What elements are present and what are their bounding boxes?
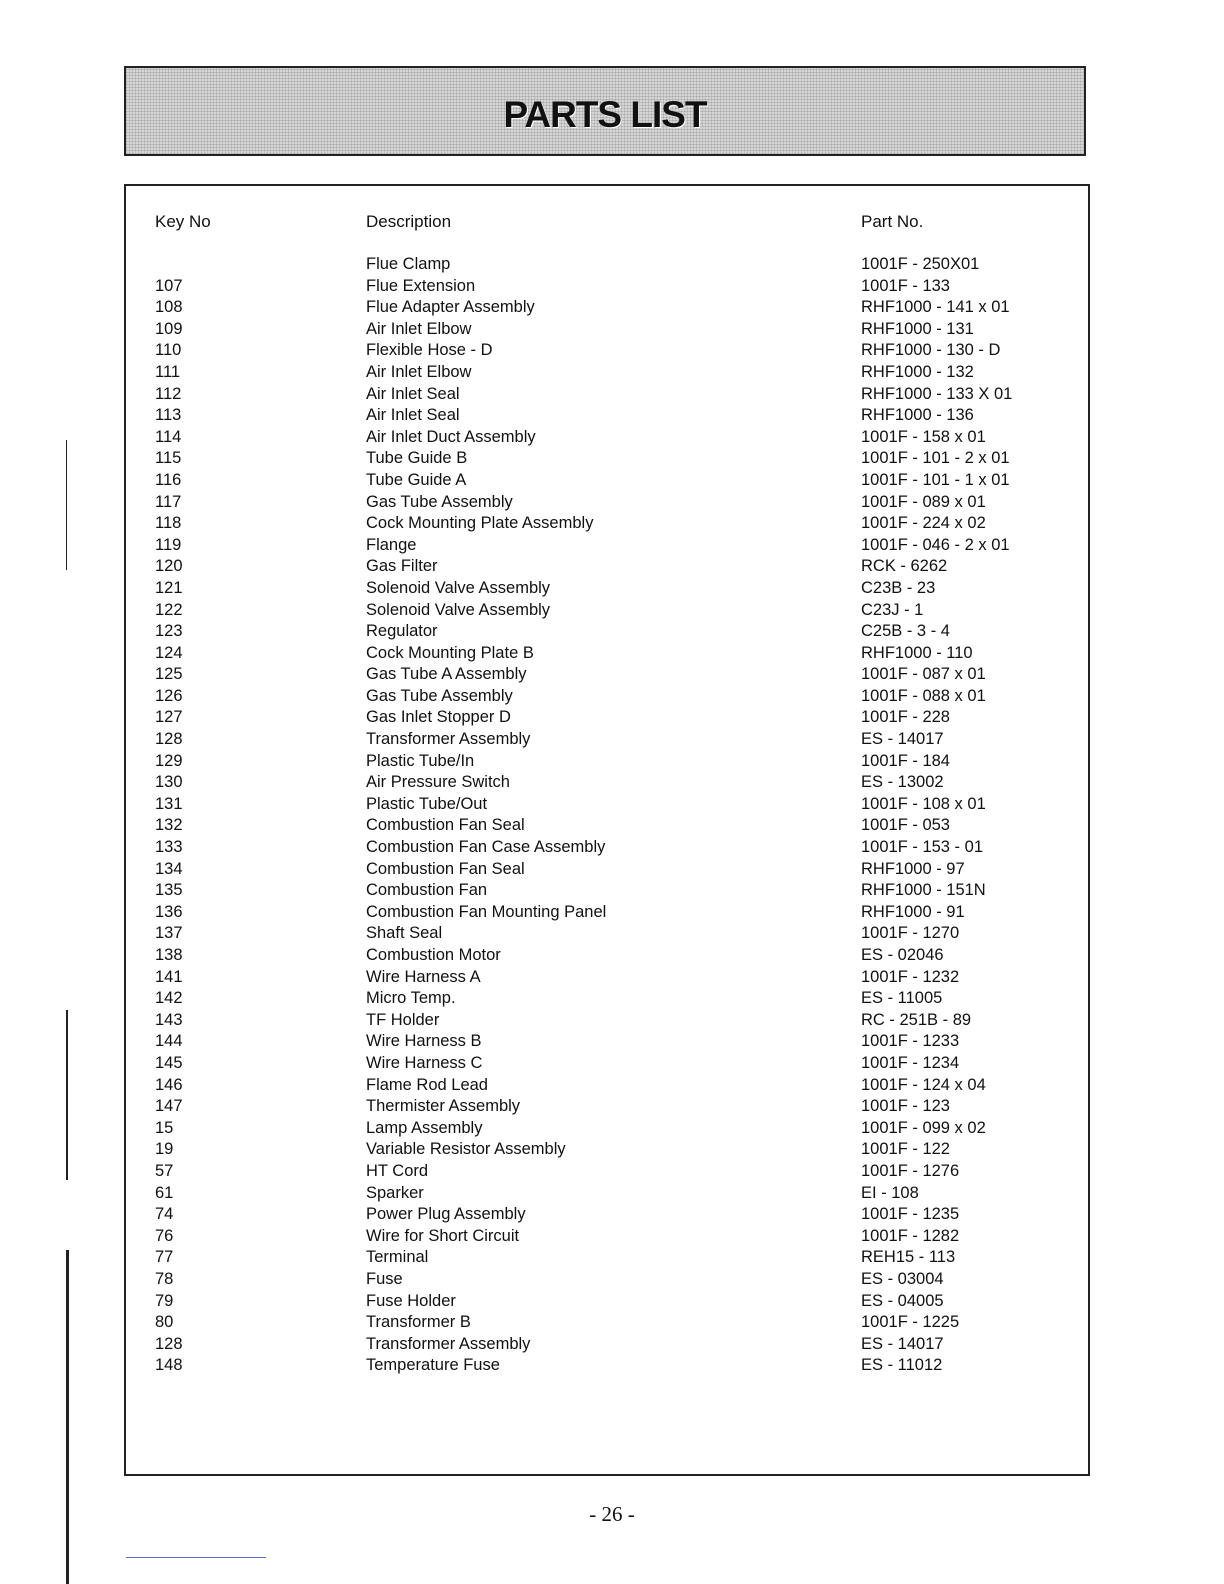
table-row [0, 1053, 1224, 1075]
part-no-cell: ES - 02046 [861, 946, 944, 964]
description-cell: Cock Mounting Plate Assembly [366, 514, 594, 533]
key-no-cell: 108 [155, 298, 183, 317]
description-cell: Gas Tube Assembly [366, 686, 513, 705]
key-no-cell: 19 [155, 1140, 174, 1159]
key-no-cell: 115 [155, 449, 182, 468]
description-cell: HT Cord [366, 1161, 429, 1180]
part-no-cell: 1001F - 1225 [861, 1313, 960, 1332]
part-no-cell: 1001F - 224 x 02 [861, 514, 986, 533]
parts-table-body [0, 254, 1224, 1377]
part-no-cell: RHF1000 - 132 [861, 362, 974, 381]
description-cell: Solenoid Valve Assembly [366, 578, 551, 597]
table-row [0, 492, 1224, 514]
key-no-cell: 141 [155, 967, 183, 986]
table-row [0, 1118, 1224, 1140]
part-no-cell: 1001F - 087 x 01 [861, 665, 986, 684]
description-cell: Flue Clamp [366, 255, 451, 273]
description-cell: Combustion Fan [366, 881, 488, 900]
table-row [0, 254, 1224, 276]
part-no-cell: 1001F - 1234 [861, 1053, 960, 1072]
description-cell: Air Inlet Seal [366, 384, 460, 403]
part-no-cell: 1001F - 1270 [861, 924, 960, 943]
table-header [0, 212, 1224, 234]
part-no-cell: RHF1000 - 141 x 01 [861, 298, 1010, 317]
part-no-cell: 1001F - 1282 [861, 1226, 960, 1245]
table-row [0, 794, 1224, 816]
table-row [0, 686, 1224, 708]
part-no-cell: 1001F - 108 x 01 [861, 794, 986, 813]
description-cell: Air Inlet Duct Assembly [366, 427, 536, 446]
table-row [0, 1269, 1224, 1291]
table-row [0, 664, 1224, 686]
key-no-cell: 74 [155, 1205, 174, 1224]
table-row [0, 448, 1224, 470]
table-row [0, 880, 1224, 902]
key-no-cell: 120 [155, 557, 183, 576]
part-no-cell: RHF1000 - 131 [861, 319, 974, 338]
key-no-cell: 114 [155, 427, 182, 446]
table-row [0, 1161, 1224, 1183]
description-cell: Air Inlet Elbow [366, 319, 472, 338]
table-row [0, 1334, 1224, 1356]
description-cell: Combustion Motor [366, 946, 501, 964]
description-cell: Air Inlet Elbow [366, 362, 472, 381]
key-no-cell: 117 [155, 492, 182, 511]
key-no-cell: 134 [155, 859, 183, 878]
description-cell: Temperature Fuse [366, 1356, 500, 1375]
table-row [0, 902, 1224, 924]
key-no-cell: 80 [155, 1313, 174, 1332]
description-cell: Air Inlet Seal [366, 406, 460, 425]
part-no-cell: C23J - 1 [861, 600, 924, 619]
part-no-cell: REH15 - 113 [861, 1248, 956, 1267]
part-no-cell: 1001F - 089 x 01 [861, 492, 986, 511]
part-no-cell: ES - 13002 [861, 773, 944, 792]
key-no-cell: 126 [155, 686, 183, 705]
part-no-cell: RHF1000 - 97 [861, 859, 965, 878]
part-no-cell: 1001F - 133 [861, 276, 950, 295]
key-no-cell: 143 [155, 1010, 183, 1029]
key-no-cell: 79 [155, 1291, 174, 1310]
table-row [0, 967, 1224, 989]
description-cell: Thermister Assembly [366, 1097, 521, 1116]
part-no-cell: 1001F - 228 [861, 708, 950, 727]
title-banner [124, 66, 1086, 156]
part-no-cell: C23B - 23 [861, 578, 936, 597]
key-no-cell: 144 [155, 1032, 183, 1051]
key-no-cell: 121 [155, 578, 183, 597]
table-row [0, 1291, 1224, 1313]
header-key-no: Key No [155, 212, 211, 231]
table-row [0, 1355, 1224, 1377]
part-no-cell: 1001F - 101 - 1 x 01 [861, 470, 1010, 489]
description-cell: Fuse Holder [366, 1291, 456, 1310]
description-cell: Solenoid Valve Assembly [366, 600, 551, 619]
table-row [0, 470, 1224, 492]
table-row [0, 621, 1224, 643]
left-binding-rule [66, 440, 67, 570]
description-cell: Combustion Fan Seal [366, 816, 525, 835]
part-no-cell: RHF1000 - 151N [861, 881, 986, 900]
key-no-cell: 77 [155, 1248, 174, 1267]
table-row [0, 1010, 1224, 1032]
key-no-cell: 130 [155, 773, 183, 792]
table-row [0, 1226, 1224, 1248]
description-cell: Transformer Assembly [366, 1334, 531, 1353]
key-no-cell: 125 [155, 665, 183, 684]
description-cell: Variable Resistor Assembly [366, 1140, 566, 1159]
description-cell: Wire for Short Circuit [366, 1226, 520, 1245]
description-cell: Wire Harness A [366, 967, 481, 986]
description-cell: Combustion Fan Case Assembly [366, 838, 606, 857]
part-no-cell: 1001F - 153 - 01 [861, 838, 983, 857]
description-cell: Wire Harness C [366, 1053, 483, 1072]
description-cell: Transformer B [366, 1313, 471, 1332]
key-no-cell: 123 [155, 622, 183, 641]
left-binding-rule [66, 1010, 68, 1180]
table-row [0, 859, 1224, 881]
description-cell: Gas Inlet Stopper D [366, 708, 511, 727]
table-row [0, 297, 1224, 319]
table-row [0, 1096, 1224, 1118]
part-no-cell: 1001F - 184 [861, 751, 950, 770]
part-no-cell: 1001F - 046 - 2 x 01 [861, 535, 1010, 554]
header-part-no: Part No. [861, 212, 924, 231]
key-no-cell: 119 [155, 535, 182, 554]
table-row [0, 427, 1224, 449]
description-cell: Tube Guide B [366, 449, 468, 468]
table-row [0, 319, 1224, 341]
key-no-cell: 124 [155, 643, 183, 662]
description-cell: Gas Tube Assembly [366, 492, 513, 511]
table-row [0, 513, 1224, 535]
key-no-cell: 146 [155, 1075, 183, 1094]
description-cell: Regulator [366, 622, 438, 641]
description-cell: Cock Mounting Plate B [366, 643, 534, 662]
table-row [0, 1247, 1224, 1269]
description-cell: Flange [366, 535, 417, 554]
description-cell: Wire Harness B [366, 1032, 482, 1051]
key-no-cell: 113 [155, 406, 182, 425]
table-row [0, 556, 1224, 578]
description-cell: Combustion Fan Mounting Panel [366, 902, 607, 921]
description-cell: Transformer Assembly [366, 730, 531, 749]
part-no-cell: RC - 251B - 89 [861, 1010, 972, 1029]
page-title: PARTS LIST [503, 94, 707, 135]
key-no-cell: 111 [155, 362, 181, 381]
table-row [0, 1031, 1224, 1053]
description-cell: Fuse [366, 1269, 403, 1288]
key-no-cell: 131 [155, 794, 183, 813]
table-row [0, 945, 1224, 967]
table-row [0, 535, 1224, 557]
part-no-cell: 1001F - 1276 [861, 1161, 960, 1180]
key-no-cell: 122 [155, 600, 183, 619]
part-no-cell: RHF1000 - 91 [861, 902, 965, 921]
key-no-cell: 116 [155, 470, 182, 489]
part-no-cell: 1001F - 1232 [861, 967, 960, 986]
key-no-cell: 147 [155, 1097, 183, 1116]
description-cell: Shaft Seal [366, 924, 443, 943]
key-no-cell: 129 [155, 751, 183, 770]
table-row [0, 1312, 1224, 1334]
part-no-cell: 1001F - 122 [861, 1140, 950, 1159]
description-cell: Sparker [366, 1183, 424, 1202]
left-binding-rule [66, 1250, 69, 1584]
description-cell: Gas Tube A Assembly [366, 665, 527, 684]
description-cell: TF Holder [366, 1010, 440, 1029]
table-row [0, 707, 1224, 729]
description-cell: Gas Filter [366, 557, 438, 576]
part-no-cell: 1001F - 088 x 01 [861, 686, 986, 705]
table-row [0, 1183, 1224, 1205]
description-cell: Flexible Hose - D [366, 341, 493, 360]
description-cell: Plastic Tube/Out [366, 794, 488, 813]
part-no-cell: ES - 14017 [861, 730, 944, 749]
key-no-cell: 76 [155, 1226, 174, 1245]
table-row [0, 729, 1224, 751]
description-cell: Air Pressure Switch [366, 773, 510, 792]
key-no-cell: 137 [155, 924, 183, 943]
table-row [0, 923, 1224, 945]
description-cell: Plastic Tube/In [366, 751, 475, 770]
key-no-cell: 109 [155, 319, 183, 338]
part-no-cell: 1001F - 101 - 2 x 01 [861, 449, 1010, 468]
page-number: - 26 - [589, 1502, 635, 1526]
key-no-cell: 145 [155, 1053, 183, 1072]
key-no-cell: 61 [155, 1183, 174, 1202]
key-no-cell: 78 [155, 1269, 174, 1288]
part-no-cell: ES - 11005 [861, 989, 943, 1008]
table-row [0, 578, 1224, 600]
description-cell: Lamp Assembly [366, 1118, 483, 1137]
part-no-cell: 1001F - 123 [861, 1097, 950, 1116]
key-no-cell: 57 [155, 1161, 174, 1180]
key-no-cell: 112 [155, 384, 182, 403]
part-no-cell: 1001F - 158 x 01 [861, 427, 986, 446]
part-no-cell: RHF1000 - 130 - D [861, 341, 1001, 360]
part-no-cell: 1001F - 099 x 02 [861, 1118, 986, 1137]
part-no-cell: 1001F - 1233 [861, 1032, 960, 1051]
key-no-cell: 136 [155, 902, 183, 921]
key-no-cell: 133 [155, 838, 183, 857]
part-no-cell: RHF1000 - 110 [861, 643, 973, 662]
key-no-cell: 127 [155, 708, 183, 727]
description-cell: Flue Extension [366, 276, 476, 295]
key-no-cell: 128 [155, 1334, 183, 1353]
part-no-cell: ES - 14017 [861, 1334, 944, 1353]
table-row [0, 1204, 1224, 1226]
part-no-cell: ES - 11012 [861, 1356, 943, 1375]
table-row [0, 340, 1224, 362]
part-no-cell: 1001F - 1235 [861, 1205, 960, 1224]
description-cell: Flame Rod Lead [366, 1075, 488, 1094]
table-row [0, 643, 1224, 665]
table-row [0, 1075, 1224, 1097]
key-no-cell: 118 [155, 514, 182, 533]
description-cell: Terminal [366, 1248, 429, 1267]
part-no-cell: ES - 04005 [861, 1291, 944, 1310]
table-row [0, 276, 1224, 298]
description-cell: Tube Guide A [366, 470, 467, 489]
key-no-cell: 107 [155, 276, 183, 295]
table-row [0, 988, 1224, 1010]
table-row [0, 405, 1224, 427]
part-no-cell: 1001F - 124 x 04 [861, 1075, 986, 1094]
key-no-cell: 142 [155, 989, 183, 1008]
part-no-cell: 1001F - 250X01 [861, 255, 980, 273]
part-no-cell: RCK - 6262 [861, 557, 948, 576]
table-row [0, 600, 1224, 622]
table-row [0, 751, 1224, 773]
table-row [0, 815, 1224, 837]
key-no-cell: 148 [155, 1356, 183, 1375]
key-no-cell: 135 [155, 881, 183, 900]
header-description: Description [366, 212, 452, 231]
key-no-cell: 128 [155, 730, 183, 749]
key-no-cell: 132 [155, 816, 183, 835]
description-cell: Power Plug Assembly [366, 1205, 526, 1224]
part-no-cell: RHF1000 - 133 X 01 [861, 384, 1013, 403]
description-cell: Combustion Fan Seal [366, 859, 525, 878]
description-cell: Micro Temp. [366, 989, 456, 1008]
footer-rule [126, 1557, 266, 1558]
key-no-cell: 110 [155, 341, 182, 360]
table-row [0, 1139, 1224, 1161]
part-no-cell: C25B - 3 - 4 [861, 622, 950, 641]
part-no-cell: EI - 108 [861, 1183, 919, 1202]
table-row [0, 837, 1224, 859]
table-row [0, 362, 1224, 384]
key-no-cell: 15 [155, 1118, 174, 1137]
part-no-cell: ES - 03004 [861, 1269, 944, 1288]
key-no-cell: 138 [155, 946, 183, 964]
table-row [0, 772, 1224, 794]
part-no-cell: 1001F - 053 [861, 816, 950, 835]
table-row [0, 384, 1224, 406]
description-cell: Flue Adapter Assembly [366, 298, 535, 317]
part-no-cell: RHF1000 - 136 [861, 406, 974, 425]
